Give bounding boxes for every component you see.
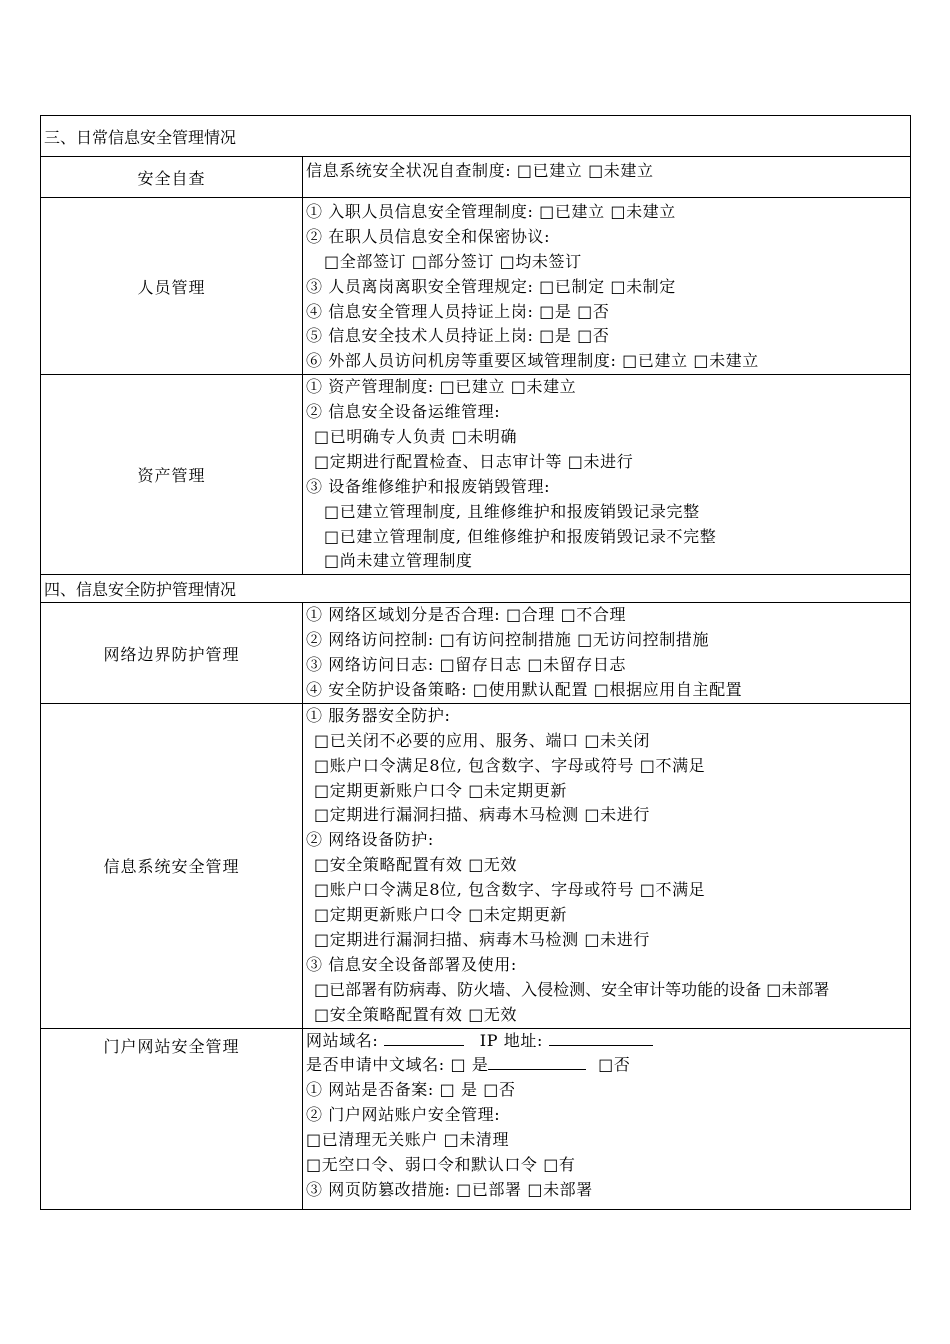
table-row (41, 198, 911, 375)
ip-input[interactable] (549, 1031, 653, 1046)
form-line: ② 在职人员信息安全和保密协议: (306, 226, 551, 246)
form-line: ② 网络设备防护: (306, 830, 434, 850)
cn-domain-no[interactable]: □否 (598, 1055, 631, 1075)
table-row (41, 703, 911, 1028)
form-line[interactable]: □定期更新账户口令 □未定期更新 (314, 905, 567, 925)
form-line: ② 信息安全设备运维管理: (306, 402, 501, 422)
form-line[interactable]: □账户口令满足8位, 包含数字、字母或符号 □不满足 (314, 880, 706, 900)
table-row (41, 375, 911, 575)
table-row (41, 157, 911, 198)
form-line[interactable]: □全部签订 □部分签订 □均未签订 (324, 251, 582, 271)
row-label-personnel: 人员管理 (41, 198, 303, 375)
form-line[interactable]: ① 网站是否备案: □ 是 □否 (306, 1080, 516, 1100)
table-row (41, 1028, 911, 1209)
form-line[interactable]: □已清理无关账户 □未清理 (306, 1130, 510, 1150)
form-line[interactable]: □已明确专人负责 □未明确 (314, 427, 518, 447)
row-content-portal (303, 1028, 911, 1209)
form-line: ③ 设备维修维护和报废销毁管理: (306, 476, 551, 496)
form-line: ② 门户网站账户安全管理: (306, 1105, 501, 1125)
form-line[interactable]: □定期进行漏洞扫描、病毒木马检测 □未进行 (314, 929, 650, 949)
form-line[interactable]: ④ 信息安全管理人员持证上岗: □是 □否 (306, 301, 610, 321)
table-row (41, 603, 911, 704)
row-label-portal: 门户网站安全管理 (41, 1028, 303, 1209)
form-line[interactable]: □已建立管理制度, 但维修维护和报废销毁记录不完整 (324, 526, 717, 546)
form-line[interactable]: ④ 安全防护设备策略: □使用默认配置 □根据应用自主配置 (306, 680, 743, 700)
form-line[interactable]: ① 资产管理制度: □已建立 □未建立 (306, 377, 577, 397)
form-line[interactable]: 信息系统安全状况自查制度: □已建立 □未建立 (306, 161, 654, 180)
form-line[interactable]: ③ 人员离岗离职安全管理规定: □已制定 □未制定 (306, 276, 676, 296)
section-header-row (41, 575, 911, 603)
checklist-table (40, 115, 911, 1210)
cn-domain-input[interactable] (488, 1055, 586, 1070)
form-line[interactable]: □安全策略配置有效 □无效 (314, 855, 518, 875)
row-label-self-check: 安全自查 (41, 157, 303, 198)
form-line[interactable]: □安全策略配置有效 □无效 (314, 1004, 518, 1024)
cn-domain-label[interactable]: 是否申请中文域名: □ 是 (306, 1055, 489, 1075)
form-line[interactable]: □已关闭不必要的应用、服务、端口 □未关闭 (314, 730, 650, 750)
form-line: ① 服务器安全防护: (306, 705, 451, 725)
form-line[interactable]: □定期更新账户口令 □未定期更新 (314, 780, 567, 800)
form-line[interactable]: □定期进行配置检查、日志审计等 □未进行 (314, 451, 634, 471)
domain-label: 网站域名: (306, 1030, 379, 1050)
portal-domain-line (306, 1029, 910, 1054)
row-label-info-system: 信息系统安全管理 (41, 703, 303, 1028)
row-label-assets: 资产管理 (41, 375, 303, 575)
row-content-self-check (303, 157, 911, 198)
form-line[interactable]: ① 网络区域划分是否合理: □合理 □不合理 (306, 605, 627, 625)
section4-title: 四、信息安全防护管理情况 (41, 575, 911, 603)
portal-cn-domain-line (306, 1053, 910, 1078)
form-line[interactable]: ⑤ 信息安全技术人员持证上岗: □是 □否 (306, 326, 610, 346)
form-line[interactable]: □尚未建立管理制度 (324, 551, 473, 571)
security-checklist-form (40, 115, 910, 1210)
form-line[interactable]: ③ 网页防篡改措施: □已部署 □未部署 (306, 1179, 593, 1199)
section3-title: 三、日常信息安全管理情况 (41, 116, 911, 157)
form-line[interactable]: □定期进行漏洞扫描、病毒木马检测 □未进行 (314, 805, 650, 825)
domain-input[interactable] (384, 1031, 464, 1046)
ip-label: IP 地址: (479, 1030, 543, 1050)
form-line[interactable]: ⑥ 外部人员访问机房等重要区域管理制度: □已建立 □未建立 (306, 351, 759, 371)
form-line[interactable]: ① 入职人员信息安全管理制度: □已建立 □未建立 (306, 202, 676, 221)
row-content-assets (303, 375, 911, 575)
form-line[interactable]: □已部署有防病毒、防火墙、入侵检测、安全审计等功能的设备 □未部署 (314, 979, 830, 999)
form-line[interactable]: □账户口令满足8位, 包含数字、字母或符号 □不满足 (314, 755, 706, 775)
section-header-row (41, 116, 911, 157)
row-content-personnel (303, 198, 911, 375)
row-content-info-system (303, 703, 911, 1028)
row-label-network-boundary: 网络边界防护管理 (41, 603, 303, 704)
form-line[interactable]: □已建立管理制度, 且维修维护和报废销毁记录完整 (324, 501, 700, 521)
form-line: ③ 信息安全设备部署及使用: (306, 954, 517, 974)
row-content-network-boundary (303, 603, 911, 704)
form-line[interactable]: ② 网络访问控制: □有访问控制措施 □无访问控制措施 (306, 630, 710, 650)
form-line[interactable]: ③ 网络访问日志: □留存日志 □未留存日志 (306, 655, 627, 675)
form-line[interactable]: □无空口令、弱口令和默认口令 □有 (306, 1154, 576, 1174)
